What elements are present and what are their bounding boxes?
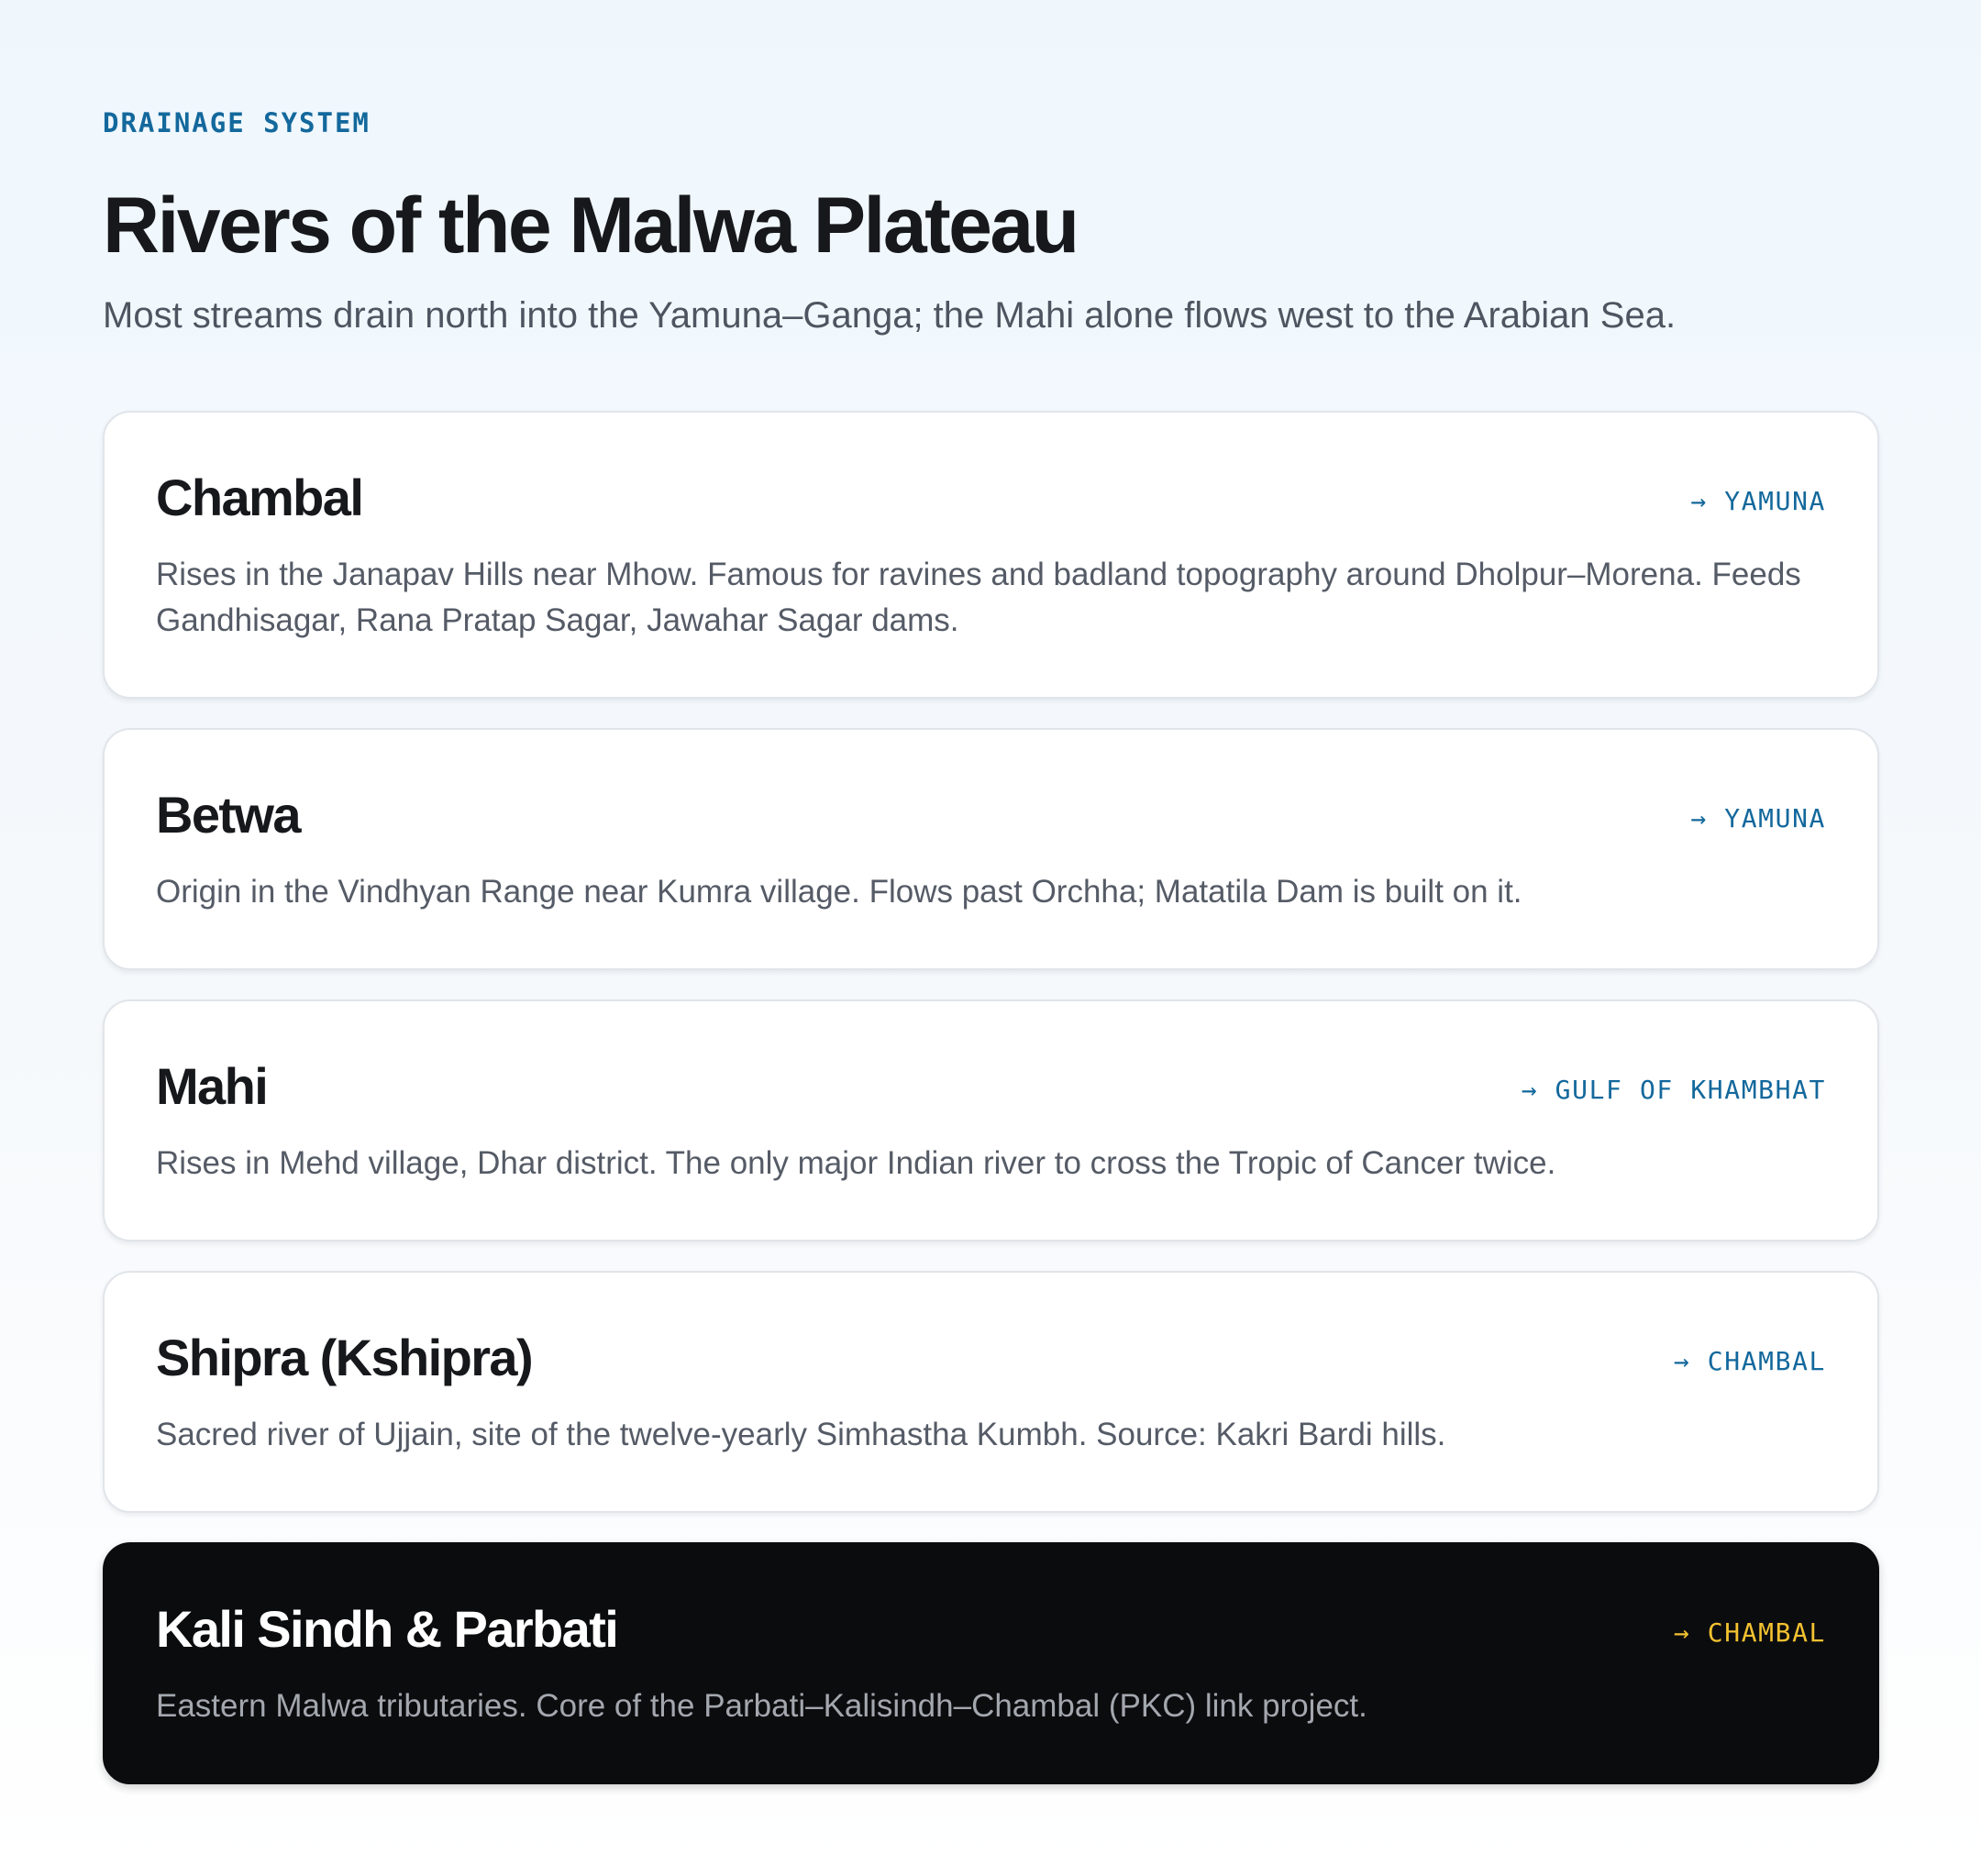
river-description: Sacred river of Ujjain, site of the twelve-yearly Simhastha Kumbh. Source: Kakri Bardi hills. (156, 1417, 1446, 1452)
river-card-header (156, 1328, 1826, 1388)
river-description: Rises in the Janapav Hills near Mhow. Famous for ravines and badland topography around Dholpur–Morena. Feeds Gandhisagar, Rana Pratap Sagar, Jawahar Sagar dams. (156, 557, 1801, 638)
river-destination-highlight: → CHAMBAL (1673, 1617, 1826, 1648)
river-destination: → YAMUNA (1690, 486, 1826, 516)
river-name: Kali Sindh & Parbati (156, 1600, 618, 1658)
river-name: Chambal (156, 469, 363, 526)
river-description: Eastern Malwa tributaries. Core of the Parbati–Kalisindh–Chambal (PKC) link project. (156, 1688, 1367, 1724)
river-name: Mahi (156, 1057, 268, 1115)
river-card-header (156, 1599, 1826, 1660)
page-subtitle: Most streams drain north into the Yamuna–Ganga; the Mahi alone flows west to the Arabian Sea. (103, 295, 1677, 336)
river-name: Betwa (156, 786, 300, 844)
river-list (103, 411, 1879, 1784)
river-card-shipra (103, 1271, 1879, 1513)
river-description: Rises in Mehd village, Dhar district. The only major Indian river to cross the Tropic of Cancer twice. (156, 1145, 1556, 1181)
river-card-header (156, 468, 1826, 528)
page-title: Rivers of the Malwa Plateau (103, 182, 1078, 270)
river-description: Origin in the Vindhyan Range near Kumra village. Flows past Orchha; Matatila Dam is built on it. (156, 874, 1522, 910)
river-card-header (156, 1056, 1826, 1117)
river-card-kali-sindh-parbati (103, 1542, 1879, 1784)
section-eyebrow: DRAINAGE SYSTEM (103, 107, 371, 138)
river-name: Shipra (Kshipra) (156, 1329, 533, 1386)
river-card-betwa (103, 728, 1879, 970)
river-card-mahi (103, 999, 1879, 1241)
river-card-chambal (103, 411, 1879, 699)
river-destination: → GULF OF KHAMBHAT (1521, 1075, 1826, 1105)
river-card-header (156, 785, 1826, 845)
river-destination: → YAMUNA (1690, 803, 1826, 833)
river-destination: → CHAMBAL (1673, 1346, 1826, 1376)
